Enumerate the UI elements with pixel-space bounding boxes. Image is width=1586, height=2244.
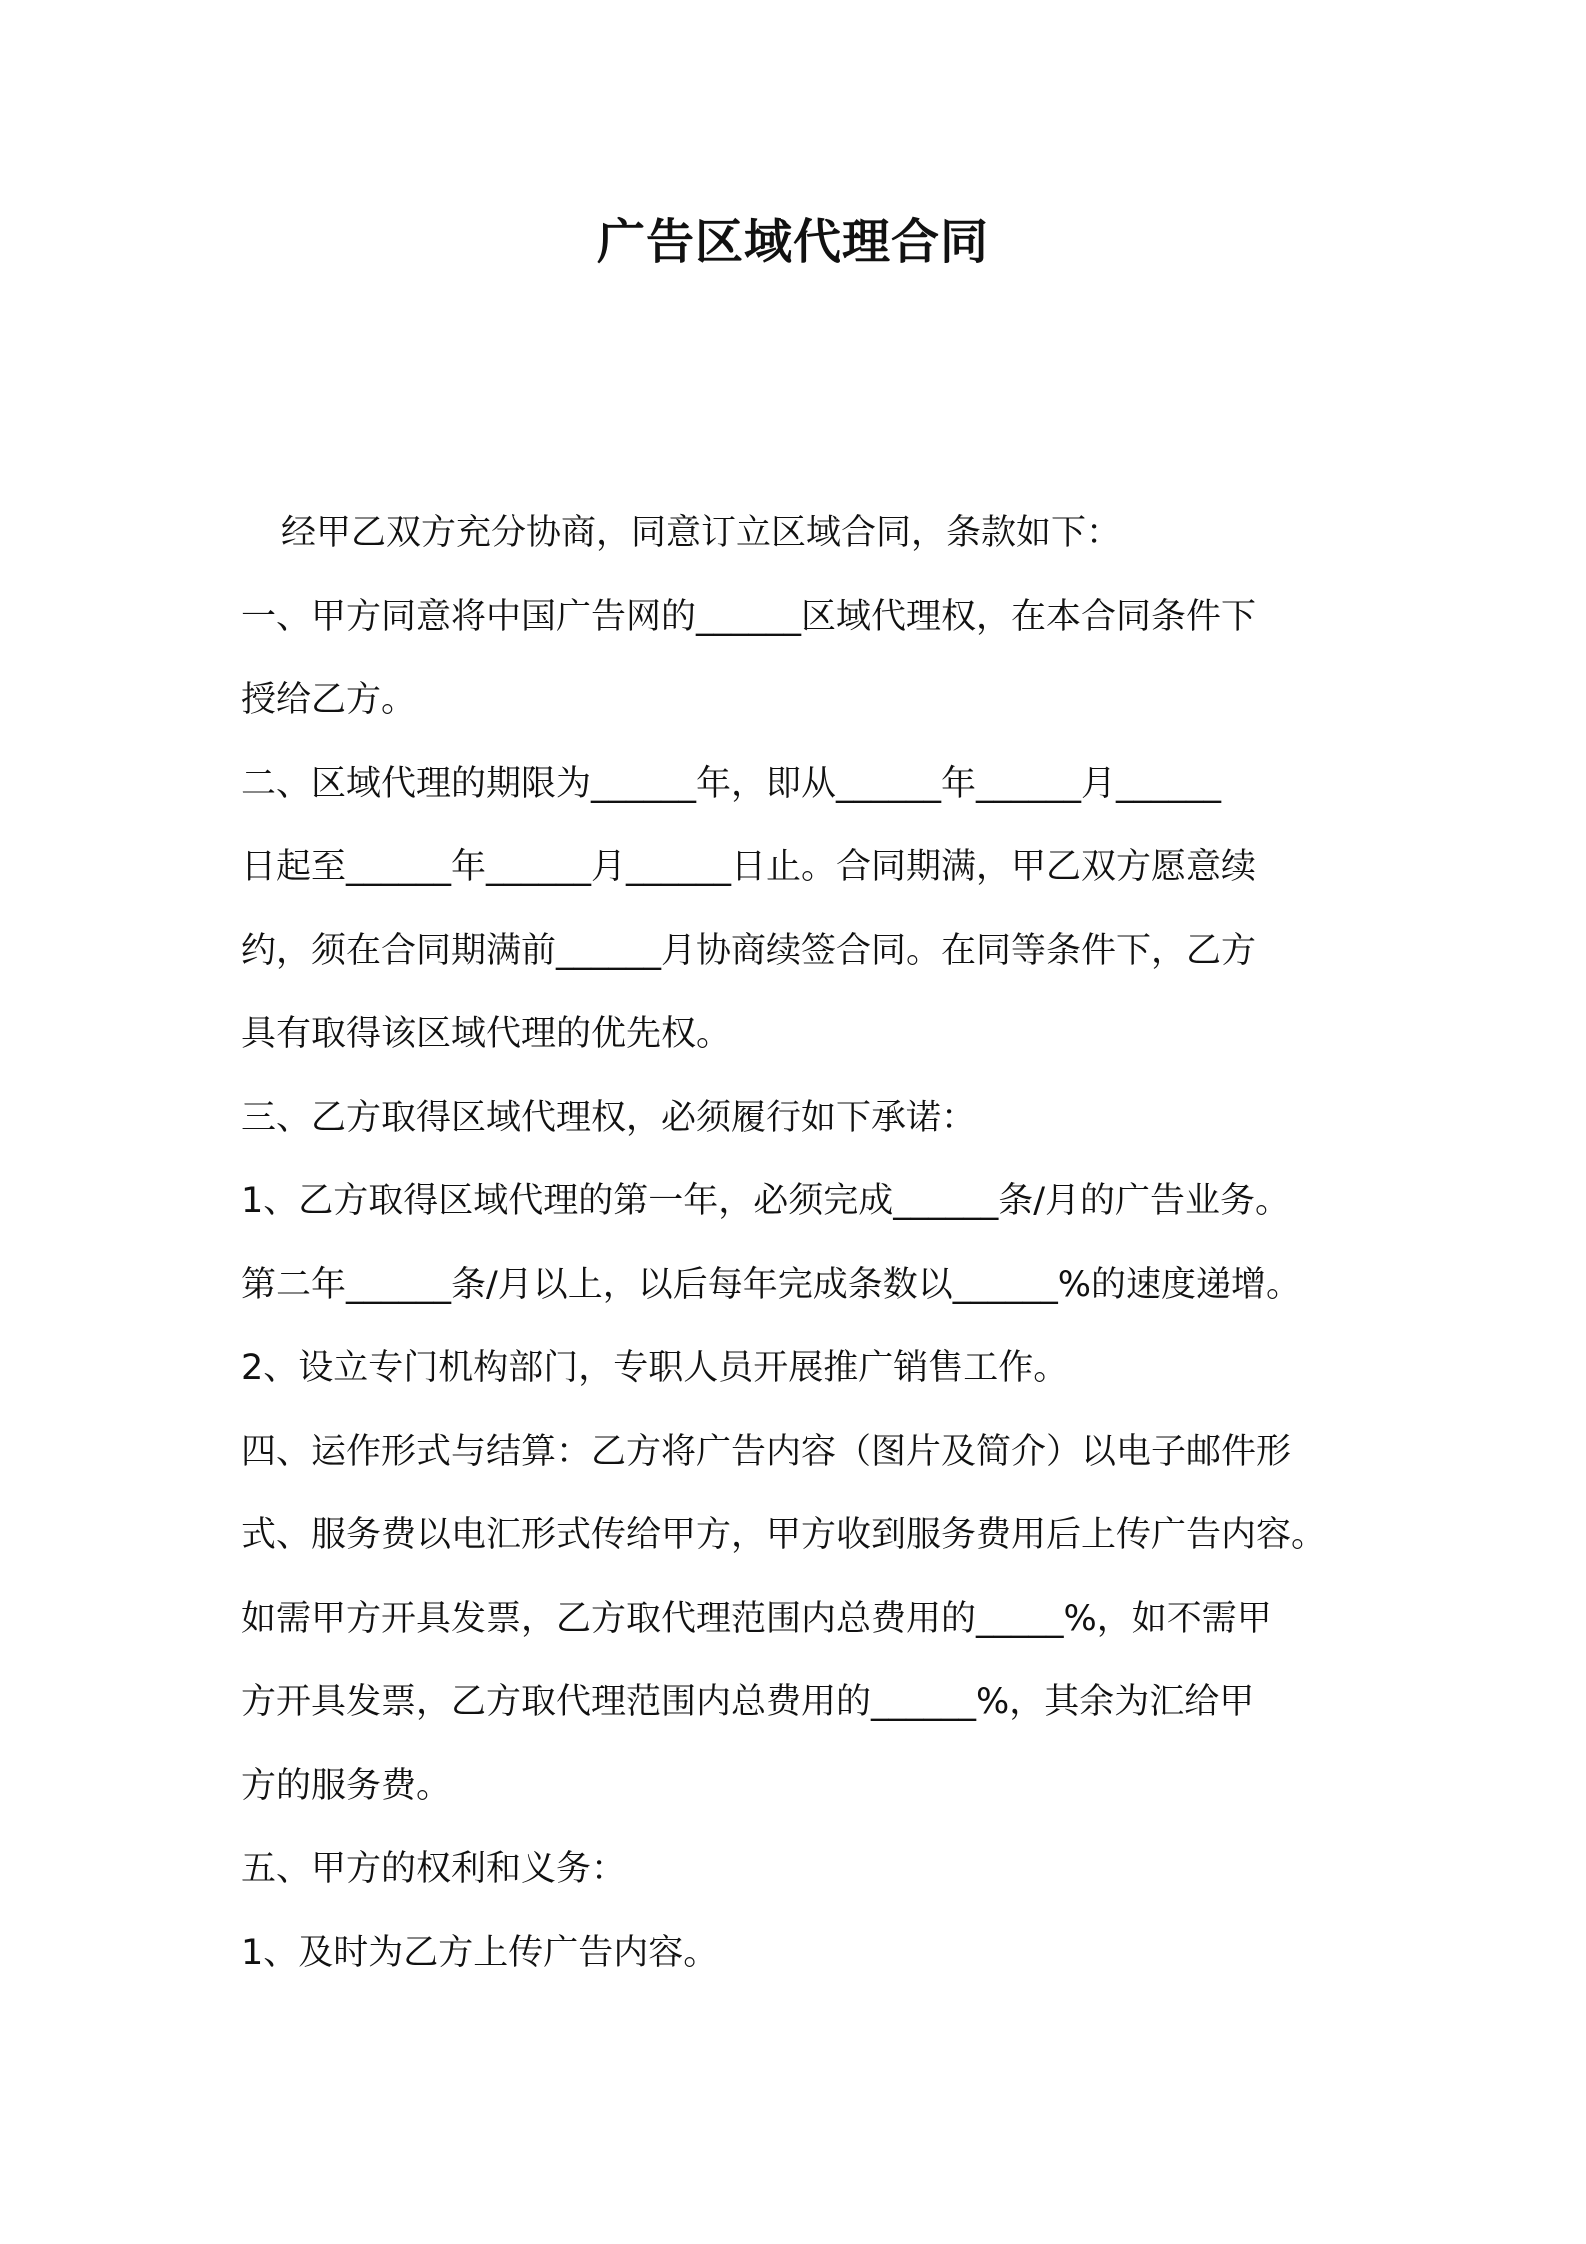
clause-4-line-3: 如需甲方开具发票，乙方取代理范围内总费用的_____%，如不需甲 (241, 1598, 1272, 1639)
clause-4-line-1: 四、运作形式与结算：乙方将广告内容（图片及简介）以电子邮件形 (241, 1431, 1292, 1472)
clause-3-item-2: 2、设立专门机构部门，专职人员开展推广销售工作。 (241, 1348, 1069, 1388)
clause-2-line-4: 具有取得该区域代理的优先权。 (241, 1014, 732, 1054)
clause-4-line-2: 式、服务费以电汇形式传给甲方，甲方收到服务费用后上传广告内容。 (241, 1515, 1327, 1555)
clause-3-item-1-line-1: 1、乙方取得区域代理的第一年，必须完成______条/月的广告业务。 (241, 1181, 1291, 1221)
clause-1-line-2: 授给乙方。 (241, 680, 417, 720)
clause-5-heading: 五、甲方的权利和义务： (241, 1849, 627, 1889)
document-body (241, 492, 1401, 1995)
clause-2-line-2: 日起至______年______月______日止。合同期满，甲乙双方愿意续 (241, 847, 1257, 887)
clause-2-line-3: 约，须在合同期满前______月协商续签合同。在同等条件下，乙方 (241, 930, 1257, 971)
clause-1-line-1: 一、甲方同意将中国广告网的______区域代理权，在本合同条件下 (241, 596, 1257, 637)
clause-3-heading: 三、乙方取得区域代理权，必须履行如下承诺： (241, 1097, 977, 1138)
clause-3-item-1-line-2: 第二年______条/月以上，以后每年完成条数以______%的速度递增。 (241, 1264, 1302, 1305)
clause-4-line-5: 方的服务费。 (241, 1765, 452, 1806)
document-title: 广告区域代理合同 (596, 214, 989, 270)
clause-4-line-4: 方开具发票，乙方取代理范围内总费用的______%，其余为汇给甲 (241, 1682, 1255, 1722)
clause-2-line-1: 二、区域代理的期限为______年，即从______年______月______ (241, 763, 1222, 804)
intro-line: 经甲乙双方充分协商，同意订立区域合同，条款如下： (281, 513, 1122, 553)
clause-5-item-1: 1、及时为乙方上传广告内容。 (241, 1932, 719, 1973)
